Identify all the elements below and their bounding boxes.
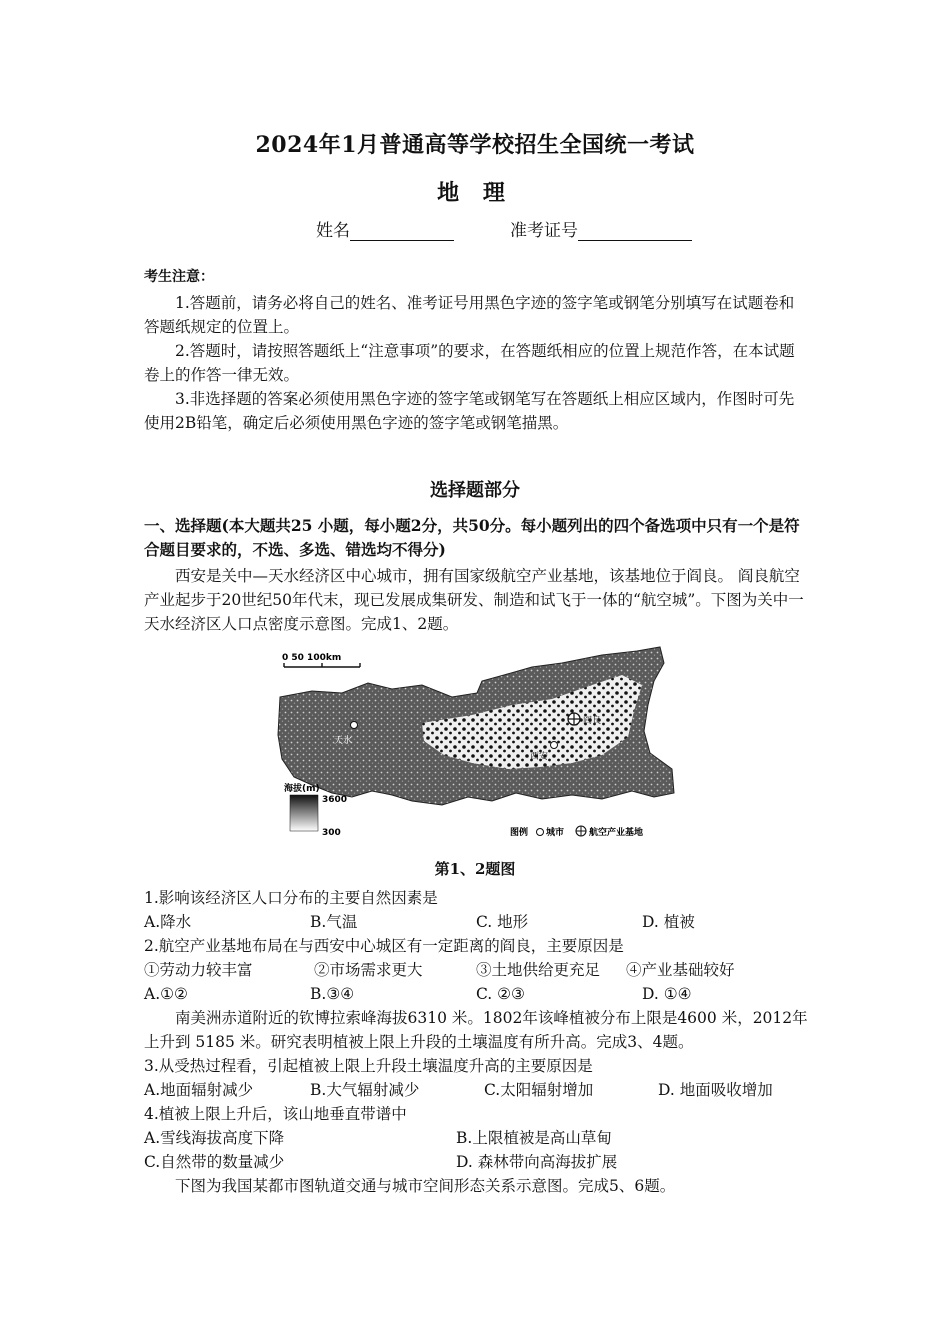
option-a[interactable]: A.地面辐射减少: [144, 1081, 254, 1099]
intro-q1-2: [144, 564, 808, 636]
option-b[interactable]: B.气温: [310, 913, 358, 931]
notice-item: 3.非选择题的答案必须使用黑色字迹的签字笔或钢笔写在答题纸上相应区域内，作图时可先使用2B铅笔，确定后必须使用黑色字迹的签字笔或钢笔描黑。: [144, 390, 795, 432]
q3-stem: 3.从受热过程看，引起植被上限上升段土壤温度升高的主要原因是: [144, 1057, 593, 1075]
city-marker-tianshui: [351, 722, 358, 729]
question-block: [144, 886, 808, 1198]
q3-options: [144, 1078, 808, 1102]
notice-title: 考生注意：: [144, 269, 214, 285]
option-c[interactable]: C.自然带的数量减少: [144, 1153, 285, 1171]
city-label-xian: 西安: [530, 752, 549, 762]
statement-1: ①劳动力较丰富: [144, 961, 253, 979]
population-density-map: [272, 645, 702, 845]
elevation-high: 3600: [322, 795, 348, 805]
q2-stem: 2.航空产业基地布局在与西安中心城区有一定距离的阎良，主要原因是: [144, 937, 624, 955]
option-d[interactable]: D. 地面吸收增加: [658, 1081, 773, 1099]
id-blank[interactable]: [578, 224, 692, 241]
exam-title: 2024年1月普通高等学校招生全国统一考试: [255, 132, 695, 158]
section-title: 选择题部分: [430, 480, 520, 501]
option-b[interactable]: B.上限植被是高山草甸: [456, 1129, 612, 1147]
q1-options: [144, 910, 808, 934]
elevation-bar: [290, 795, 318, 831]
subject-title: 地 理: [437, 180, 513, 206]
option-b[interactable]: B.③④: [310, 985, 355, 1003]
option-d[interactable]: D. 森林带向高海拔扩展: [456, 1153, 618, 1171]
notice-list: [144, 291, 808, 435]
option-c[interactable]: C.太阳辐射增加: [484, 1081, 594, 1099]
option-a[interactable]: A.①②: [144, 985, 188, 1003]
city-marker-xian: [551, 742, 558, 749]
name-blank[interactable]: [350, 224, 454, 241]
statement-2: ②市场需求更大: [314, 961, 423, 979]
option-c[interactable]: C. 地形: [476, 913, 529, 931]
q4-options-row1: [144, 1126, 808, 1150]
elevation-low: 300: [322, 828, 341, 838]
legend-label: 图例: [510, 828, 529, 838]
scale-label: 0 50 100km: [282, 653, 342, 663]
q4-stem: 4.植被上限上升后，该山地垂直带谱中: [144, 1105, 407, 1123]
legend-city-icon: [537, 829, 544, 836]
option-d[interactable]: D. 植被: [642, 913, 695, 931]
q4-options-row2: [144, 1150, 808, 1174]
city-label-yanliang: 阎良: [583, 716, 602, 726]
elevation-label: 海拔(m): [284, 784, 320, 794]
intro-paragraph: 西安是关中—天水经济区中心城市，拥有国家级航空产业基地，该基地位于阎良。 阎良航空产业起步于20世纪50年代末，现已发展成集研发、制造和试飞于一体的“航空城”。下图为关中一天水经济区人口点密度示意图。完成1、2题。: [144, 567, 804, 633]
city-label-tianshui: 天水: [334, 736, 353, 746]
intro-q3-4: 南美洲赤道附近的钦博拉索峰海拔6310 米。1802年该峰植被分布上限是4600 米，2012年上升到 5185 米。研究表明植被上限上升段的土壤温度有所升高。完成3、4题。: [144, 1009, 808, 1051]
legend-aviation: 航空产业基地: [589, 828, 644, 838]
id-label: 准考证号: [510, 221, 578, 241]
candidate-info: [316, 216, 692, 241]
aviation-base-marker: [568, 713, 580, 725]
option-d[interactable]: D. ①④: [642, 985, 692, 1003]
statement-3: ③土地供给更充足: [476, 961, 601, 979]
option-c[interactable]: C. ②③: [476, 985, 525, 1003]
option-b[interactable]: B.大气辐射减少: [310, 1081, 420, 1099]
notice-item: 2.答题时，请按照答题纸上“注意事项”的要求，在答题纸相应的位置上规范作答，在本试题卷上的作答一律无效。: [144, 342, 795, 384]
legend-city: 城市: [546, 828, 565, 838]
name-label: 姓名: [316, 221, 350, 241]
q1-stem: 1.影响该经济区人口分布的主要自然因素是: [144, 889, 438, 907]
figure-caption: 第1、2题图: [434, 860, 516, 878]
q2-options: [144, 982, 808, 1006]
legend-aviation-icon: [576, 826, 586, 836]
scale-bar: [284, 663, 360, 667]
notice-item: 1.答题前，请务必将自己的姓名、准考证号用黑色字迹的签字笔或钢笔分别填写在试题卷和答题纸规定的位置上。: [144, 294, 795, 336]
part-heading: 一、选择题(本大题共25 小题，每小题2分，共50分。每小题列出的四个备选项中只有一个是符合题目要求的，不选、多选、错选均不得分): [144, 516, 800, 559]
option-a[interactable]: A.降水: [144, 913, 192, 931]
statement-4: ④产业基础较好: [626, 961, 735, 979]
option-a[interactable]: A.雪线海拔高度下降: [144, 1129, 285, 1147]
intro-q5-6: 下图为我国某都市图轨道交通与城市空间形态关系示意图。完成5、6题。: [175, 1177, 676, 1195]
q2-statements: [144, 958, 808, 982]
